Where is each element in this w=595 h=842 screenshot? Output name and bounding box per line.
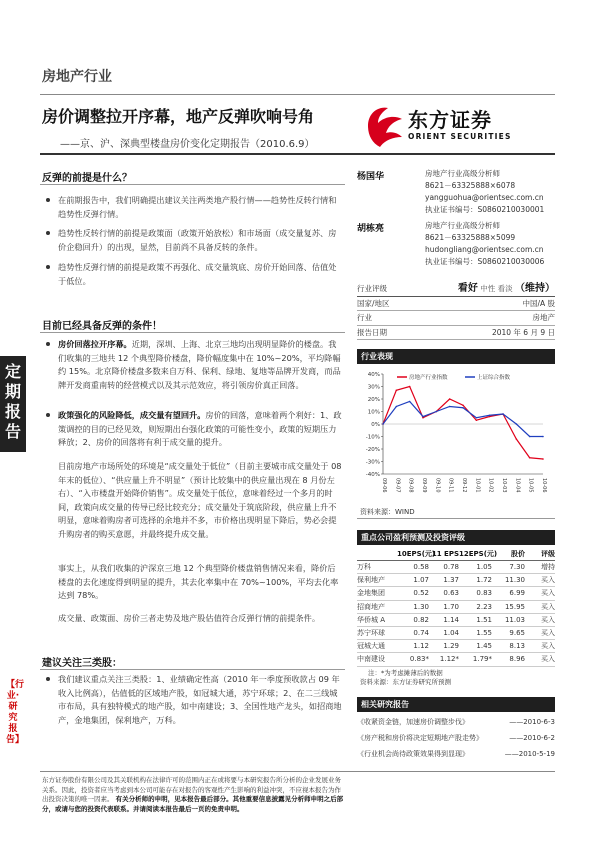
series-point [422,416,424,418]
y-tick-label: -30% [365,459,380,466]
chart-box-heading: 行业表现 [357,349,555,364]
analyst-1-title: 房地产行业高级分析师 [425,169,500,178]
rating-main: 看好 [457,283,478,294]
forecast-row [357,614,555,627]
bullet-2-1-text: 近期，深圳、上海、北京三地均出现明显降价的楼盘。我们收集的三地共 12 个典型降价楼盘，降价幅度集中在 10%~20%，平均降幅约 15%。北京降价楼盘多数来自万科、保利、绿地、复地等品牌开发商，而品牌开发商重南转的经营模式以及其示范效应，将引领房价真正回落。 [58,339,341,390]
forecast-row [357,574,555,587]
rating-row-country: 国家/地区 中国/A 股 [357,297,555,312]
bullet-2-2-text: 房价的回落，意味着两个利好：1、政策调控的目的已经见效，则短期出台强化政策的可能性变小，政策的短期压力释放；2、房价的回落将有利于成交量的提升。 [58,410,342,448]
y-tick-label: 0% [371,422,380,428]
forecast-cell: 0.58 [413,563,429,571]
forecast-table [357,548,555,667]
series-point [529,457,531,459]
analyst-2-email[interactable]: hudongliang@orientsec.com.cn [425,245,544,254]
analyst-1-license: 执业证书编号：S0860210030001 [425,205,545,214]
analyst-2-license: 执业证书编号：S0860210030006 [425,257,545,266]
forecast-company: 万科 [357,563,371,571]
paragraph-2-2: 事实上，从我们收集的沪深京三地 12 个典型降价楼盘销售情况来看，降价后楼盘的去化速度得到明显的提升，其去化率集中在 70%~100%，平均去化率达到 78%。 [58,563,339,601]
forecast-company: 冠城大通 [357,642,385,651]
series-point [382,423,384,425]
series-point [396,389,398,391]
series-line-2 [383,402,543,437]
forecast-cell: 买入 [541,576,555,585]
forecast-cell: 买入 [541,602,555,611]
forecast-cell: 1.51 [476,615,492,624]
title-divider [40,153,555,155]
y-tick-label: -10% [365,434,380,441]
series-point [516,438,518,440]
forecast-cell: 0.78 [443,563,459,571]
forecast-cell: 1.30 [413,602,429,611]
forecast-row [357,640,555,653]
forecast-cell: 买入 [541,629,555,638]
forecast-cell: 11.03 [504,615,525,624]
bullet-1-2: 趋势性反转行情的前提是政策面（政策开始放松）和市场面（成交量复苏、房价企稳回升）的出现，显然，目前尚不具备反转的条件。 [46,227,342,254]
forecast-cell: 0.52 [413,589,429,598]
forecast-row [357,601,555,614]
forecast-cell: 买入 [541,655,555,664]
rating-label: 行业评级 [357,284,387,293]
forecast-cell: 1.55 [476,629,492,638]
y-tick-label: -40% [365,472,380,478]
y-tick-label: 30% [367,384,380,391]
forecast-cell: 0.74 [413,629,429,638]
chart-source: 资料来源：WIND [360,508,415,516]
forecast-company: 金地集团 [357,589,385,598]
forecast-cell: 买入 [541,589,555,598]
forecast-cell: 0.83* [409,655,429,664]
industry-performance-chart [357,366,555,502]
legend-label: 上证综合指数 [477,375,511,381]
rating-row-date: 报告日期 2010 年 6 月 9 日 [357,326,555,341]
forecast-cell: 0.82 [413,615,429,624]
forecast-cell: 1.04 [443,629,459,638]
report-category: 【行业·研究报告】 [6,680,25,745]
section-heading-2: 目前已经具备反弹的条件！ [42,321,162,332]
footer-divider [40,771,555,772]
forecast-row [357,653,555,666]
paragraph-2-3: 成交量、政策面、房价三者走势及地产股估值符合反弹行情的前提条件。 [58,613,321,623]
forecast-cell: 1.70 [443,602,459,611]
rating-table [357,282,555,340]
chart-divider [357,518,555,519]
forecast-cell: 1.37 [443,576,459,585]
x-tick-label: 09-08 [407,478,414,493]
series-point [462,404,464,406]
forecast-cell: 0.63 [443,589,459,598]
x-tick-label: 10-05 [527,478,534,493]
series-point [516,423,518,425]
forecast-cell: 买入 [541,642,555,651]
x-tick-label: 10-04 [514,478,521,493]
report-title: 房价调整拉开序幕，地产反弹吹响号角 [42,107,315,126]
sector-label: 房地产行业 [42,69,112,85]
bullet-2-1 [46,338,342,392]
forecast-cell: 增持 [541,563,555,571]
series-point [476,419,478,421]
x-tick-label: 10-03 [501,478,507,493]
forecast-cell: 1.05 [476,563,492,571]
related-heading: 相关研究报告 [357,697,555,712]
bullet-2-1-lead: 房价回落拉开序幕。 [58,339,132,349]
logo-en: ORIENT SECURITIES [408,132,512,141]
series-point [449,398,451,400]
analyst-name-2: 胡栋亮 [357,224,385,234]
series-point [502,413,504,415]
forecast-row [357,587,555,600]
forecast-company: 中南建设 [357,655,385,664]
related-item[interactable]: 《房产税和房价将决定短期地产股走势》 ——2010-6-2 [357,734,555,742]
forecast-company: 华侨城 A [357,615,386,624]
series-point [542,458,544,460]
x-tick-label: 10-02 [487,478,494,493]
bullet-2-2 [46,409,342,450]
forecast-company: 招商地产 [357,602,385,611]
orient-logo-icon [364,103,406,149]
forecast-cell: 7.30 [509,563,525,571]
forecast-cell: 2.23 [476,602,492,611]
series-point [529,436,531,438]
y-tick-label: 40% [367,372,380,378]
x-tick-label: 09-06 [381,478,387,493]
forecast-cell: 1.29 [443,642,459,651]
analyst-2-title: 房地产行业高级分析师 [425,221,500,230]
forecast-header-row: 10EPS(元) 11 EPS 12EPS(元) 股价 评级 [357,548,555,561]
y-tick-label: 20% [367,397,380,403]
forecast-cell: 1.07 [413,576,429,585]
forecast-cell: 11.30 [504,576,525,585]
forecast-source: 资料来源：东方证券研究所预测 [360,678,451,686]
disclaimer-text: 东方证券股份有限公司及其关联机构在法律许可的范围内正在或将要与本研究报告所分析的企业发展业务关系。因此，投资者应当考虑到本公司可能存在对报告的客观性产生影响的利益冲突，不应视本报告为作出投资决策的唯一因素。 [42,776,341,803]
analyst-1-phone: 8621－63325888×6078 [425,181,516,190]
related-list [357,714,555,762]
forecast-company: 苏宁环球 [357,629,385,638]
y-tick-label: -20% [365,447,380,453]
forecast-cell: 1.12 [413,642,429,651]
series-point [449,406,451,408]
related-item[interactable]: 《行业机会尚待政策效果得到显现》 ——2010-5-19 [357,750,555,758]
section-heading-3: 建议关注三类股： [42,658,122,669]
forecast-row [357,627,555,640]
section-heading-1: 反弹的前提是什么？ [42,173,132,184]
series-point [396,406,398,408]
bullet-1-1: 在前期报告中，我们明确提出建议关注两类地产股行情——趋势性反转行情和趋势性反弹行情。 [46,194,342,221]
rating-row [357,282,555,297]
x-tick-label: 09-11 [447,478,454,493]
x-tick-label: 10-06 [541,478,547,493]
rating-row-industry: 行业 房地产 [357,311,555,326]
forecast-note: 注：*为考虑摊薄后的数据 [368,669,443,677]
series-point [542,436,544,438]
forecast-heading: 重点公司盈利预测及投资评级 [357,530,555,545]
forecast-cell: 6.99 [509,589,525,598]
x-tick-label: 09-09 [421,478,427,493]
x-tick-label: 10-01 [474,478,481,493]
forecast-cell: 0.83 [476,589,492,598]
rating-mid: 中性 [480,284,496,293]
forecast-cell: 买入 [541,615,555,624]
bullet-1-3: 趋势性反弹行情的前提是政策不再强化、成交量筑底、房价开始回落、估值处于低位。 [46,261,342,288]
series-point [409,401,411,403]
forecast-cell: 9.65 [509,629,525,638]
y-tick-label: 10% [367,409,380,416]
series-point [436,411,438,413]
analyst-1-email[interactable]: yangguohua@orientsec.com.cn [425,193,544,202]
analyst-info-2 [425,220,544,268]
forecast-cell: 1.79* [472,655,492,664]
forecast-cell: 15.95 [504,602,525,611]
logo-cn: 东方证券 [408,108,492,132]
forecast-cell: 1.14 [443,615,459,624]
series-point [476,417,478,419]
forecast-company: 保利地产 [357,576,385,585]
report-type-tab: 定期报告 [0,356,26,452]
forecast-row [357,561,555,574]
disclaimer-bold: 有关分析师的申明，见本报告最后部分。其他重要信息披露见分析师申明之后部分，或请与您的投资代表联系。并请阅读本报告最后一页的免责申明。 [42,795,344,813]
rating-keep: （维持） [515,283,555,294]
rating-low: 看淡 [497,284,513,293]
x-tick-label: 09-07 [394,478,401,493]
related-item[interactable]: 《收紧资金链，加速房价调整步伐》 ——2010-6-3 [357,718,555,726]
header-divider [40,94,555,95]
analyst-info-1 [425,168,544,216]
section-divider-3 [40,669,345,670]
forecast-cell: 8.13 [509,642,525,651]
forecast-cell: 1.12* [439,655,459,664]
forecast-cell: 8.96 [509,655,525,664]
series-point [409,386,411,388]
forecast-cell: 1.72 [476,576,492,585]
series-line-1 [383,387,543,460]
x-tick-label: 09-12 [461,478,467,493]
bullet-3-1: 我们建议重点关注三类股：1、业绩确定性高（2010 年一季度预收款占 09 年收入比例高），估值低的区域地产股，如冠城大通，苏宁环球；2、在二三线城市布局，具有独特模式的地产股，如中南建设；3、全国性地产龙头，如招商地产，金地集团，保利地产，万科。 [46,673,342,727]
series-point [489,414,491,416]
legend-label: 房地产行业指数 [409,375,448,381]
forecast-cell: 1.45 [476,642,492,651]
section-divider-2 [40,332,345,333]
section-divider-1 [40,184,345,185]
bullet-2-2-lead: 政策强化的风险降低，成交量有望回升。 [58,410,206,420]
series-point [462,407,464,409]
x-tick-label: 09-10 [434,478,441,493]
disclaimer [42,776,344,814]
analyst-2-phone: 8621－63325888×5099 [425,233,516,242]
analyst-name-1: 杨国华 [357,172,385,182]
report-subtitle: ——京、沪、深典型楼盘房价变化定期报告（2010.6.9） [60,139,315,150]
paragraph-2-1: 目前房地产市场所处的环境是“成交量处于低位”（目前主要城市成交量处于 08 年末的低位）、“供应量上升不明显”（预计比较集中的供应量出现在 8 月份左右）、“入市楼盘开始降价销售”。成交量处于低位，意味着经过一个多月的时间，政策向成交量的传导已经比较充分；成交量处于筑底阶段，供应量上升不明显，意味着购房者可选择的余地并不多，市价格出现明显下降后，势必会提升购房者的购买意愿，并最终提升成交量。 [58,461,342,539]
